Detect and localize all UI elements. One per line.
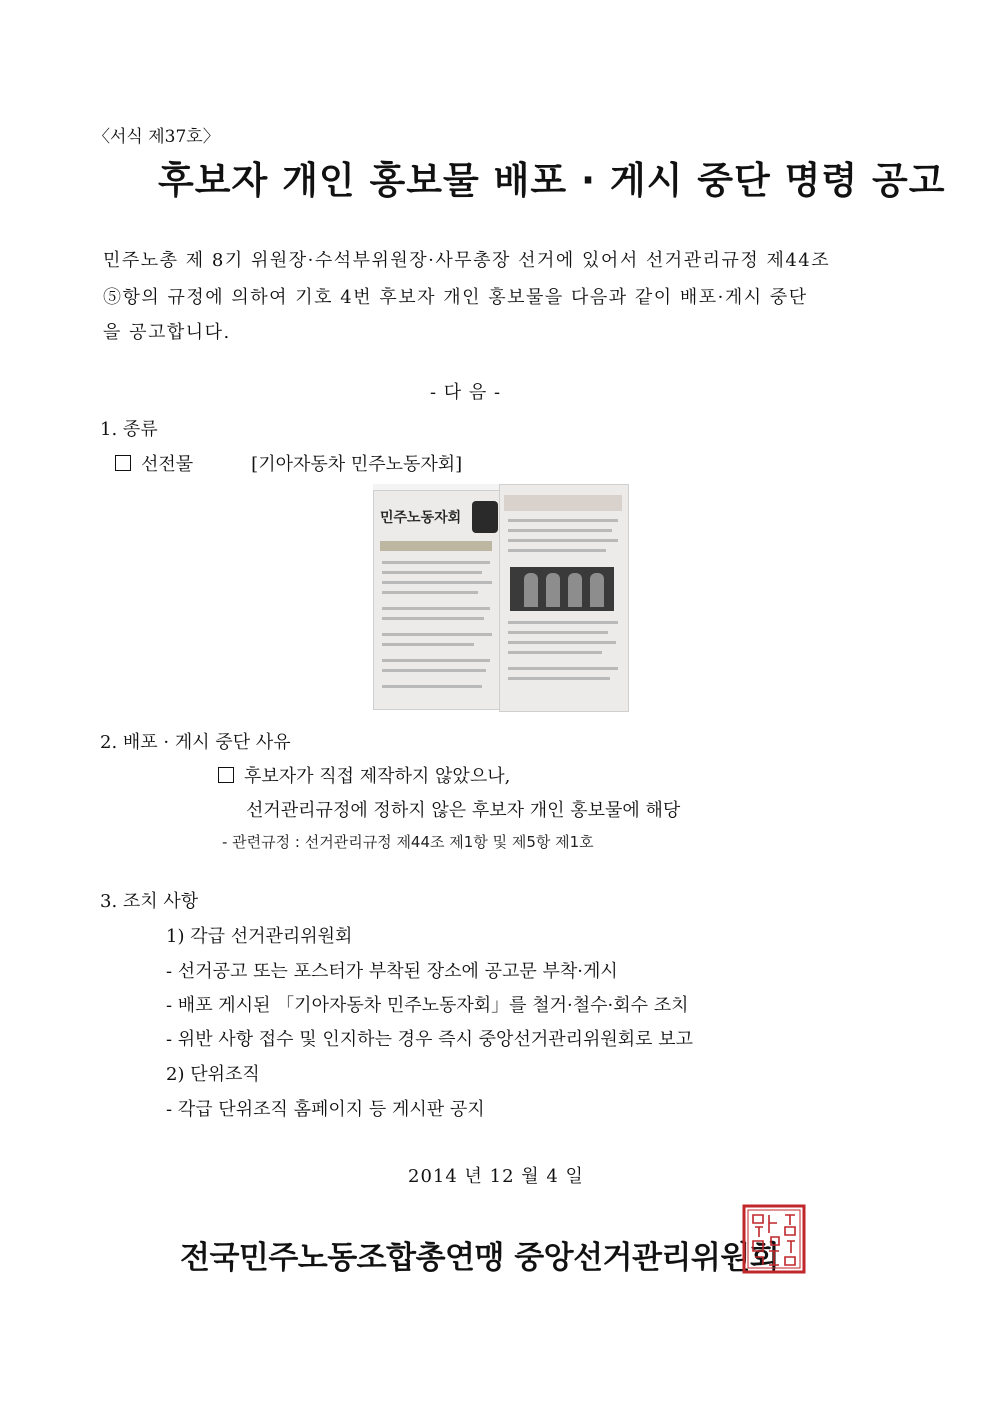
issuing-organization: 전국민주노동조합총연맹 중앙선거관리위원회: [180, 1240, 780, 1276]
flyer-page-right: [499, 484, 629, 712]
flyer-page-left: [373, 490, 503, 710]
section3-sub1-item: - 선거공고 또는 포스터가 부착된 장소에 공고문 부착·게시: [166, 961, 618, 982]
section3-sub1-item: - 배포 게시된 「기아자동차 민주노동자회」를 철거·철수·회수 조치: [166, 995, 689, 1016]
section-divider-label: - 다 음 -: [430, 382, 502, 403]
checkbox-icon: [115, 455, 131, 471]
section3-heading: 3. 조치 사항: [100, 891, 199, 912]
section3-sub1-item: - 위반 사항 접수 및 인지하는 경우 즉시 중앙선거관리위원회로 보고: [166, 1029, 694, 1050]
page-title: 후보자 개인 홍보물 배포 · 게시 중단 명령 공고: [158, 159, 946, 202]
flyer-photo: [373, 484, 627, 710]
notice-date: 2014 년 12 월 4 일: [408, 1166, 584, 1187]
item-label: 선전물: [141, 454, 194, 475]
section2-heading: 2. 배포 · 게시 중단 사유: [100, 732, 291, 753]
section1-heading: 1. 종류: [100, 419, 158, 440]
intro-line-2: ⑤항의 규정에 의하여 기호 4번 후보자 개인 홍보물을 다음과 같이 배포·게시 중단: [103, 287, 808, 308]
section3-sub2-item: - 각급 단위조직 홈페이지 등 게시판 공지: [166, 1099, 485, 1120]
item-value: [기아자동차 민주노동자회]: [251, 454, 463, 475]
candidates-photo: [510, 567, 614, 611]
flyer-masthead: 민주노동자회: [380, 510, 462, 526]
intro-line-1: 민주노총 제 8기 위원장·수석부위원장·사무총장 선거에 있어서 선거관리규정 제44조: [103, 250, 831, 271]
section1-item: [115, 450, 462, 476]
section3-sub2: 2) 단위조직: [166, 1064, 260, 1085]
official-seal-icon: [741, 1203, 807, 1275]
section3-sub1: 1) 각급 선거관리위원회: [166, 926, 353, 947]
form-number: 〈서식 제37호〉: [93, 127, 220, 147]
fist-emblem-icon: [472, 501, 498, 533]
rule-note: - 관련규정 : 선거관리규정 제44조 제1항 및 제5항 제1호: [222, 833, 594, 851]
section2-reason-2: 선거관리규정에 정하지 않은 후보자 개인 홍보물에 해당: [246, 800, 681, 821]
intro-line-3: 을 공고합니다.: [103, 322, 231, 343]
section2-reason-1: 후보자가 직접 제작하지 않았으나,: [218, 762, 510, 788]
checkbox-icon: [218, 767, 234, 783]
